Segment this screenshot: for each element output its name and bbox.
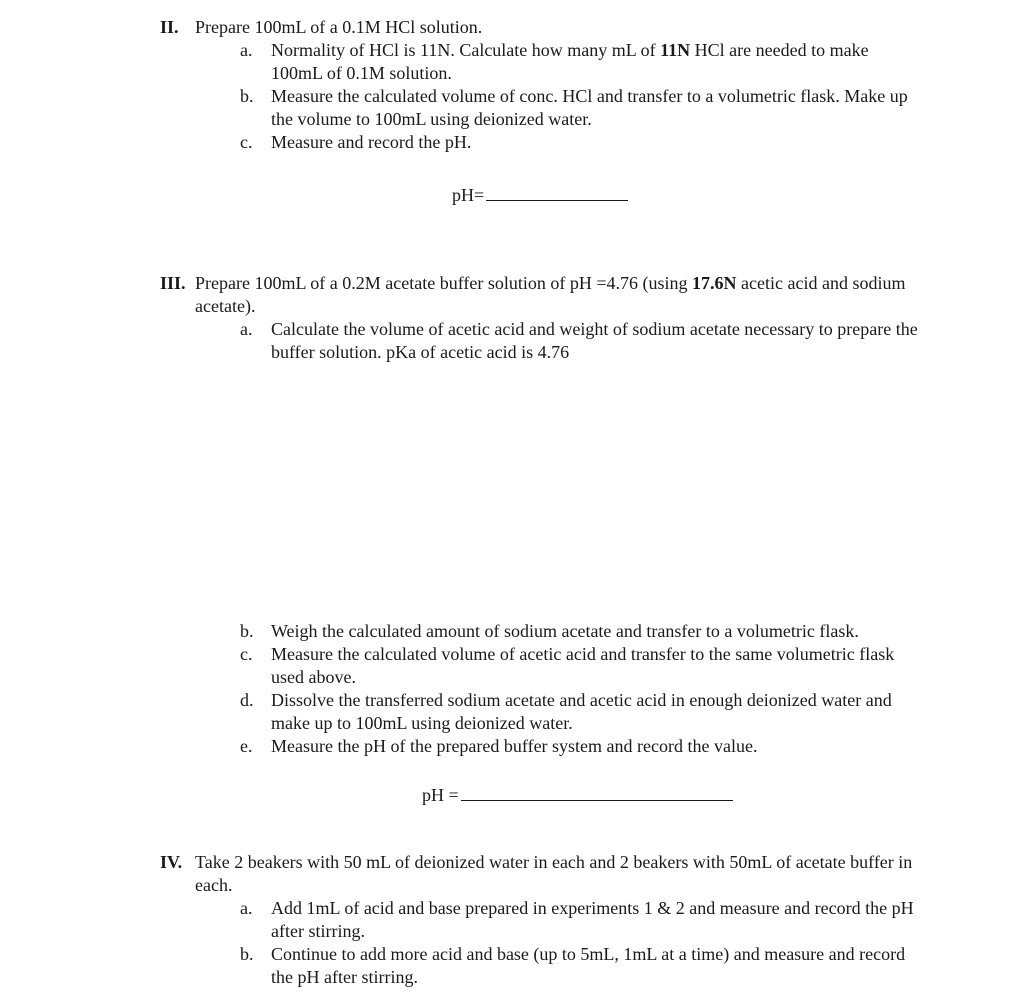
section-2-heading (160, 16, 920, 39)
section-3-title-part: acetic acid and sodium acetate). (195, 273, 906, 316)
item-letter: a. (240, 40, 253, 60)
item-text: Measure and record the pH. (271, 132, 472, 152)
section-3-item-d (160, 689, 920, 735)
item-text: Weigh the calculated amount of sodium acetate and transfer to a volumetric flask. (271, 621, 859, 641)
item-text: Add 1mL of acid and base prepared in experiments 1 & 2 and measure and record the pH after stirring. (271, 898, 914, 941)
section-3-continued (160, 620, 920, 758)
item-letter: c. (240, 132, 253, 152)
section-4-item-b (160, 943, 920, 989)
item-letter: c. (240, 644, 253, 664)
ph-record-line-3 (422, 784, 733, 807)
item-text-bold: 11N (660, 40, 691, 60)
ph-label: pH= (452, 185, 485, 205)
section-4 (160, 851, 920, 989)
section-3-title-part: Prepare 100mL of a 0.2M acetate buffer solution of pH =4.76 (using (195, 273, 693, 293)
section-3-item-a (160, 318, 920, 364)
section-3-heading (160, 272, 920, 318)
item-text: Measure the calculated volume of acetic acid and transfer to the same volumetric flask used above. (271, 644, 895, 687)
item-letter: b. (240, 621, 254, 641)
section-4-heading (160, 851, 920, 897)
item-letter: e. (240, 736, 253, 756)
item-text-part: HCl are needed to make 100mL of 0.1M solution. (271, 40, 869, 83)
item-letter: b. (240, 86, 254, 106)
section-3 (160, 272, 920, 364)
item-text-part: Normality of HCl is 11N. Calculate how many mL of (271, 40, 661, 60)
section-2-item-b (160, 85, 920, 131)
section-3-title-bold: 17.6N (692, 273, 737, 293)
ph-record-line-2 (452, 184, 628, 207)
ph-answer-blank[interactable] (486, 199, 628, 201)
item-text: Measure the calculated volume of conc. HCl and transfer to a volumetric flask. Make up the volume to 100mL using deionized water. (271, 86, 908, 129)
section-4-title: Take 2 beakers with 50 mL of deionized water in each and 2 beakers with 50mL of acetate buffer in each. (195, 852, 913, 895)
item-text: Calculate the volume of acetic acid and weight of sodium acetate necessary to prepare the buffer solution. pKa of acetic acid is 4.76 (271, 319, 918, 362)
ph-answer-blank[interactable] (461, 799, 733, 801)
item-text: Measure the pH of the prepared buffer system and record the value. (271, 736, 758, 756)
section-2-item-c (160, 131, 920, 154)
ph-label: pH = (422, 785, 459, 805)
section-3-item-e (160, 735, 920, 758)
section-2-item-a (160, 39, 920, 85)
section-2-title: Prepare 100mL of a 0.1M HCl solution. (195, 17, 483, 37)
item-letter: a. (240, 898, 253, 918)
section-4-number: IV. (160, 852, 183, 872)
item-text: Dissolve the transferred sodium acetate and acetic acid in enough deionized water and make up to 100mL using deionized water. (271, 690, 892, 733)
item-letter: d. (240, 690, 254, 710)
section-3-item-b (160, 620, 920, 643)
section-4-item-a (160, 897, 920, 943)
section-2 (160, 16, 920, 154)
section-3-item-c (160, 643, 920, 689)
item-text: Continue to add more acid and base (up to 5mL, 1mL at a time) and measure and record the pH after stirring. (271, 944, 906, 987)
item-letter: b. (240, 944, 254, 964)
section-2-number: II. (160, 17, 179, 37)
item-letter: a. (240, 319, 253, 339)
section-3-number: III. (160, 273, 186, 293)
